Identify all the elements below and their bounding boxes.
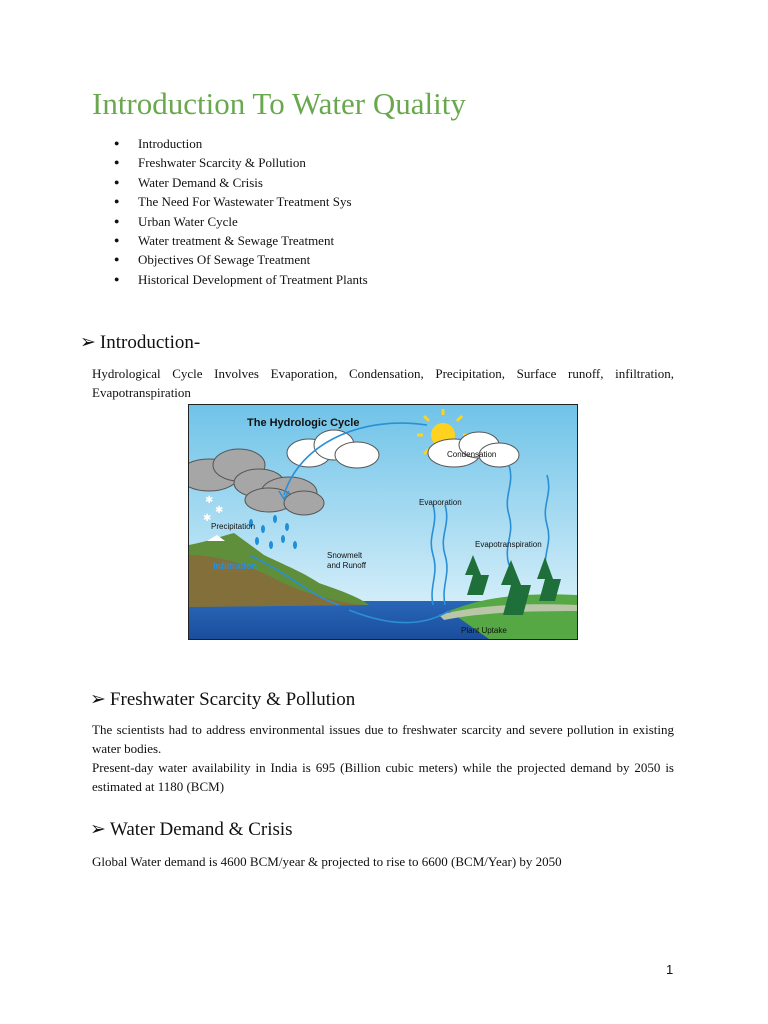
table-of-contents [92, 134, 368, 289]
introduction-paragraph: Hydrological Cycle Involves Evaporation, Condensation, Precipitation, Surface runoff, infiltration, Evapotranspiration [92, 366, 674, 400]
diagram-title: The Hydrologic Cycle [247, 417, 360, 429]
label-snowmelt: Snowmelt [327, 551, 363, 560]
hydrologic-cycle-diagram [188, 404, 578, 640]
svg-text:✱: ✱ [203, 513, 212, 524]
toc-item: ● Introduction [92, 134, 368, 153]
scarcity-paragraph-2: Present-day water availability in India is 695 (Billion cubic meters) while the projected demand by 2050 is estimated at 1180 (BCM) [92, 760, 674, 794]
label-and-runoff: and Runoff [327, 561, 366, 570]
scarcity-paragraph-1: The scientists had to address environmental issues due to freshwater scarcity and severe pollution in existing water bodies. [92, 722, 674, 756]
arrow-bullet-icon: ➢ [90, 819, 106, 840]
demand-paragraph: Global Water demand is 4600 BCM/year & projected to rise to 6600 (BCM/Year) by 2050 [92, 854, 562, 869]
label-precipitation: Precipitation [211, 522, 256, 531]
arrow-bullet-icon: ➢ [80, 332, 96, 353]
label-evaporation: Evaporation [419, 498, 462, 507]
toc-item: ● Water Demand & Crisis [92, 173, 368, 192]
section-heading-text: Water Demand & Crisis [109, 819, 293, 840]
section-heading-text: Freshwater Scarcity & Pollution [109, 689, 356, 710]
svg-text:✱: ✱ [215, 505, 224, 516]
section-heading-text: Introduction- [99, 332, 201, 353]
page-number: 1 [666, 962, 674, 977]
section-heading-introduction [80, 331, 200, 354]
section-heading-freshwater-scarcity [90, 688, 355, 711]
page-title: Introduction To Water Quality [92, 86, 466, 121]
svg-text:✱: ✱ [205, 495, 214, 506]
hydrologic-cycle-illustration [189, 405, 577, 639]
toc-item: ● Urban Water Cycle [92, 212, 368, 231]
toc-item: ● Objectives Of Sewage Treatment [92, 250, 368, 269]
toc-item: ● The Need For Wastewater Treatment Sys [92, 192, 368, 211]
label-infiltration: Infiltration [213, 561, 257, 571]
label-evapotranspiration: Evapotranspiration [475, 540, 542, 549]
arrow-bullet-icon: ➢ [90, 689, 106, 710]
toc-item: ● Water treatment & Sewage Treatment [92, 231, 368, 250]
toc-item: ● Historical Development of Treatment Plants [92, 270, 368, 289]
section-heading-water-demand [90, 818, 293, 841]
toc-item: ● Freshwater Scarcity & Pollution [92, 153, 368, 172]
label-plant-uptake: Plant Uptake [461, 626, 507, 635]
label-condensation: Condensation [447, 450, 497, 459]
